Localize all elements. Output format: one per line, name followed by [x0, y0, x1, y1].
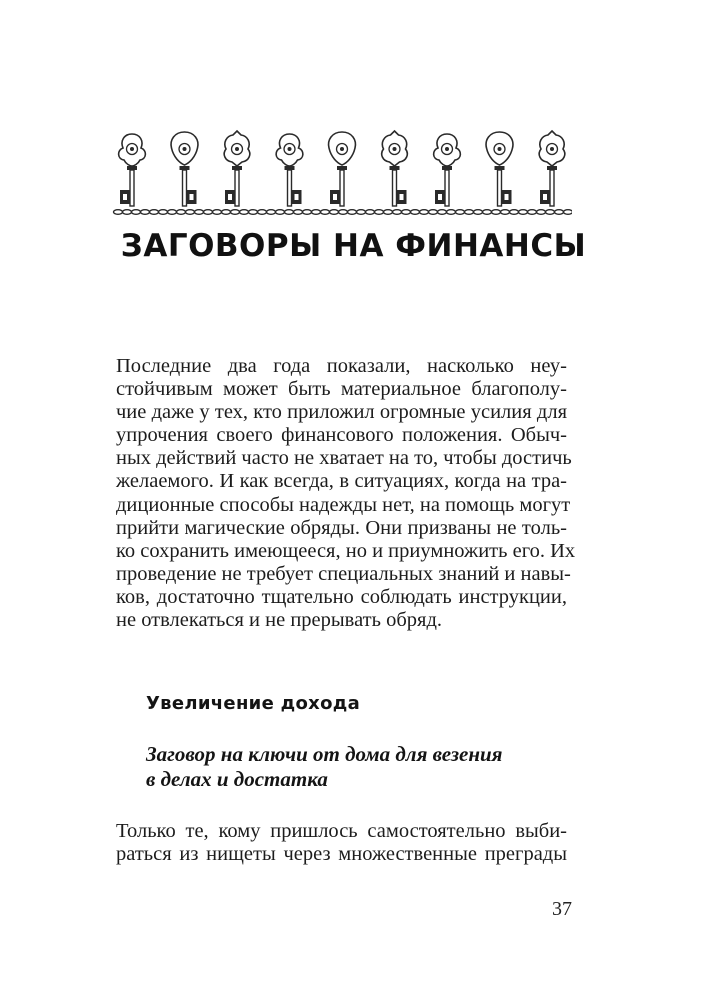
key-icon — [539, 131, 565, 206]
paragraph-line: ко сохранить имеющееся, но и приумножить его. Их — [116, 539, 576, 562]
chapter-title: ЗАГОВОРЫ НА ФИНАНСЫ — [120, 228, 587, 264]
key-icon — [486, 132, 513, 206]
paragraph-line: Последние два года показали, насколько неу- — [116, 355, 567, 377]
subheading-line: Заговор на ключи от дома для везения — [146, 742, 503, 766]
second-paragraph — [116, 820, 567, 866]
paragraph-line: желаемого. И как всегда, в ситуациях, когда на тра- — [116, 470, 567, 493]
key-icon — [329, 132, 356, 206]
section-heading: Увеличение дохода — [146, 693, 361, 714]
paragraph-line: не отвлекаться и не прерывать обряд. — [116, 609, 443, 632]
paragraph-line: ных действий часто не хватает на то, чтобы достичь — [116, 447, 572, 470]
key-icon — [382, 131, 408, 206]
key-icon — [224, 131, 250, 206]
paragraph-line: проведение не требует специальных знаний и навы- — [116, 562, 571, 585]
paragraph-line: Только те, кому пришлось самостоятельно выби- — [116, 820, 567, 842]
paragraph-line: стойчивым может быть материальное благополу- — [116, 378, 567, 401]
page-number: 37 — [552, 898, 572, 920]
spell-subheading — [146, 742, 566, 792]
key-icon — [276, 134, 303, 206]
paragraph-line: ков, достаточно тщательно соблюдать инструкции, — [116, 585, 567, 608]
subheading-line: в делах и достатка — [146, 767, 328, 791]
chain-border — [114, 210, 573, 215]
paragraph-line: диционные способы надежды нет, на помощь могут — [116, 493, 571, 516]
key-icon — [434, 134, 461, 206]
keys-ornament — [112, 128, 572, 223]
key-icon — [171, 132, 198, 206]
paragraph-line: раться из нищеты через множественные преграды — [116, 843, 567, 866]
paragraph-line: прийти магические обряды. Они призваны не толь- — [116, 516, 567, 539]
intro-paragraph — [116, 355, 576, 632]
paragraph-line: чие даже у тех, кто приложил огромные усилия для — [116, 401, 567, 424]
paragraph-line: упрочения своего финансового положения. Обыч- — [116, 424, 567, 447]
key-icon — [119, 134, 146, 206]
